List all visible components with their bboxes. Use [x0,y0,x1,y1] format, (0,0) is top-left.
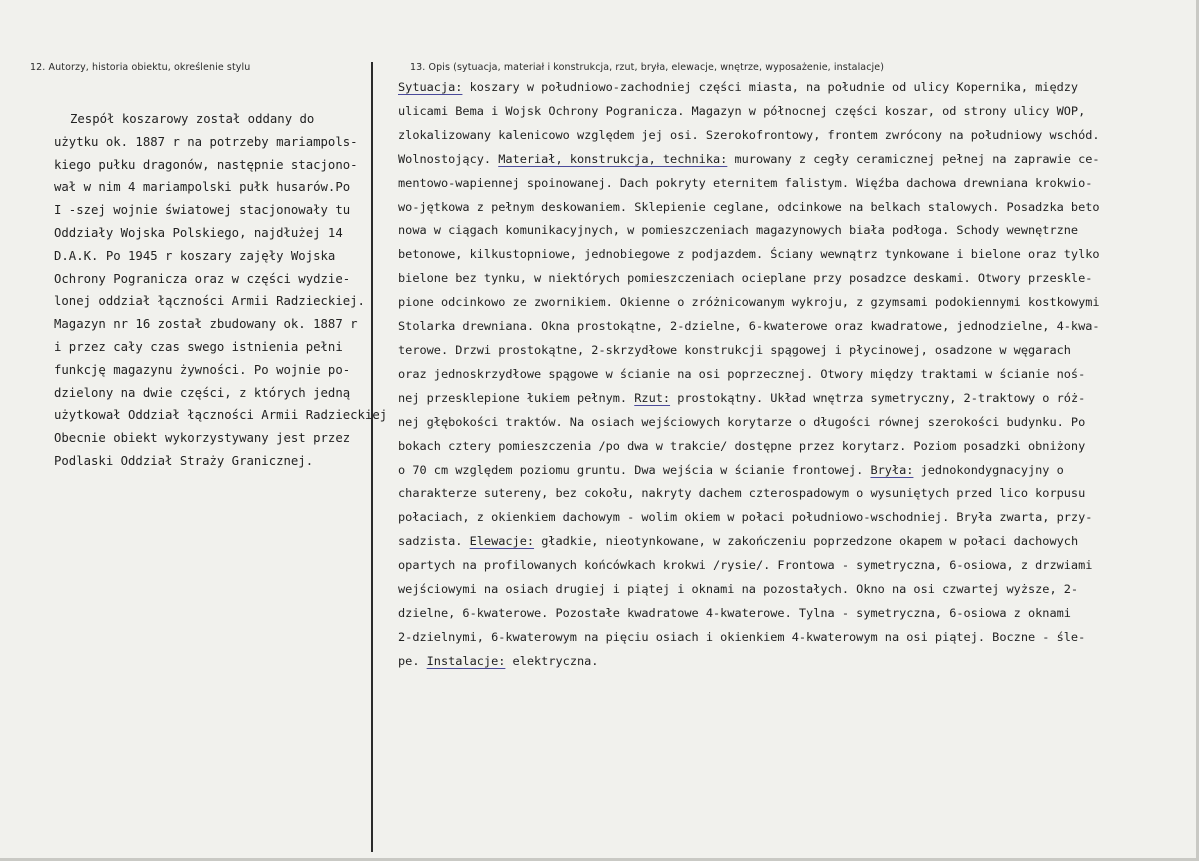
description-segment: mentowo-wapiennej spoinowanej. Dach pokryty eternitem falistym. Więźba dachowa drewniana krokwio- [398,175,1093,190]
section-heading: Bryła: [870,462,914,477]
description-segment: nej przesklepione łukiem pełnym. [398,390,635,405]
history-line: Magazyn nr 16 został zbudowany ok. 1887 r [54,317,358,332]
description-segment: nowa w ciągach komunikacyjnych, w pomieszczeniach magazynowych biała podłoga. Schody wewnętrzne [398,223,1079,238]
history-line: wał w nim 4 mariampolski pułk husarów.Po [54,180,351,195]
section-heading: Elewacje: [469,534,535,549]
description-line [398,650,1188,674]
description-segment: prostokątny. Układ wnętrza symetryczny, 2-traktowy o róż- [670,390,1086,405]
description-segment: gładkie, nieotynkowane, w zakończeniu poprzedzone okapem w połaci dachowych [534,534,1079,549]
description-line [398,387,1188,411]
description-segment: murowany z cegły ceramicznej pełnej na zaprawie ce- [727,151,1100,166]
history-line: Podlaski Oddział Straży Granicznej. [54,453,314,468]
history-line: lonej oddział łączności Armii Radzieckiej. [54,294,365,309]
history-line: użytku ok. 1887 r na potrzeby mariampols- [54,134,358,149]
history-line: użytkował Oddział łączności Armii Radzieckiej [54,408,388,423]
history-line: I -szej wojnie światowej stacjonowały tu [54,203,351,218]
description-line [398,482,1188,506]
description-segment: zlokalizowany kalenicowo względem jej osi. Szerokofrontowy, frontem zwrócony na południowy wschód. [398,127,1100,142]
history-line: Obecnie obiekt wykorzystywany jest przez [54,431,351,446]
description-line [398,172,1188,196]
description-segment: jednokondygnacyjny o [913,462,1064,477]
section-heading: Sytuacja: [398,80,463,94]
description-segment: elektryczna. [505,653,599,668]
description-line [398,291,1188,315]
section-heading: Instalacje: [426,653,506,668]
description-line [398,243,1188,267]
description-segment: sadzista. [398,534,470,549]
history-line: D.A.K. Po 1945 r koszary zajęły Wojska [54,248,336,263]
description-segment: pe. [398,653,427,668]
description-line [398,435,1188,459]
description-segment: dzielne, 6-kwaterowe. Pozostałe kwadratowe 4-kwaterowe. Tylna - symetryczna, 6-osiowa z oknami [398,605,1071,620]
description-segment: bielone bez tynku, w niektórych pomieszczeniach ocieplane przy posadzce deskami. Otwory przesklе- [398,271,1093,286]
history-line: kiego pułku dragonów, następnie stacjono- [54,157,358,172]
description-line [398,100,1188,124]
description-line [398,506,1188,530]
description-segment: ulicami Bema i Wojsk Ochrony Pogranicza. Magazyn w północnej części koszar, od strony ulicy WOP, [398,103,1086,118]
description-line [398,602,1188,626]
description-segment: Stolarka drewniana. Okna prostokątne, 2-dzielne, 6-kwaterowe oraz kwadratowe, jednodzielne, 4-kwa- [398,319,1100,334]
description-line [398,554,1188,578]
history-line: Ochrony Pogranicza oraz w części wydzie- [54,271,351,286]
description-segment: nej głębokości traktów. Na osiach wejściowych korytarze o długości równej szerokości budynku. Po [398,414,1086,429]
section-heading: Rzut: [634,390,671,405]
description-segment: koszary w południowo-zachodniej części miasta, na południe od ulicy Kopernika, między [462,80,1079,94]
history-line: dzielony na dwie części, z których jedną [54,385,351,400]
description-segment: wo-jętkowa z pełnym deskowaniem. Sklepienie ceglane, odcinkowe na belkach stalowych. Posadzka beto [398,199,1100,214]
description-line [398,459,1188,483]
description-line [398,411,1188,435]
history-line: i przez cały czas swego istnienia pełni [54,339,343,354]
history-line: Zespół koszarowy został oddany do [70,112,315,126]
description-line [398,267,1188,291]
section-13-header: 13. Opis (sytuacja, materiał i konstrukcja, rzut, bryła, elewacje, wnętrze, wyposażenie, instalacje) [410,62,885,73]
section-heading: Materiał, konstrukcja, technika: [498,151,728,166]
description-line [398,124,1188,148]
description-segment: charakterze sutereny, bez cokołu, nakryty dachem czterospadowym o wysuniętych przed lico korpusu [398,486,1086,501]
description-segment: terowe. Drzwi prostokątne, 2-skrzydłowe konstrukcji spągowej i płycinowej, osadzone w węgarach [398,342,1071,357]
description-line [398,196,1188,220]
description-line [398,339,1188,363]
description-segment: wejściowymi na osiach drugiej i piątej i oknami na pozostałych. Okno na osi czwartej wyższe, 2- [398,582,1079,597]
description-line [398,363,1188,387]
description-segment: pione odcinkowo ze zwornikiem. Okienne o zróżnicowanym wykroju, z gzymsami podokiennymi kostkowymi [398,295,1100,310]
history-line: funkcję magazynu żywności. Po wojnie po- [54,362,351,377]
description-line [398,219,1188,243]
description-segment: betonowe, kilkustopniowe, jednobiegowe z podjazdem. Ściany wewnątrz tynkowane i bielone oraz tylko [398,247,1100,262]
description-segment: opartych na profilowanych końcówkach krokwi /rysie/. Frontowa - symetryczna, 6-osiowa, z drzwiami [398,558,1093,573]
description-text [398,76,1188,674]
description-segment: bokach cztery pomieszczenia /po dwa w trakcie/ dostępne przez korytarz. Poziom posadzki obniżony [398,438,1086,453]
description-segment: o 70 cm względem poziomu gruntu. Dwa wejścia w ścianie frontowej. [398,462,871,477]
description-segment: 2-dzielnymi, 6-kwaterowym na pięciu osiach i okienkiem 4-kwaterowym na osi piątej. Boczne - śle- [398,629,1086,644]
description-line [398,76,1188,100]
description-line [398,578,1188,602]
description-segment: oraz jednoskrzydłowe spągowe w ścianie na osi poprzecznej. Otwory między traktami w ścianie noś- [398,366,1086,381]
description-line [398,530,1188,554]
section-12-header: 12. Autorzy, historia obiektu, określenie stylu [30,62,251,73]
description-line [398,315,1188,339]
history-text [54,108,390,473]
description-line [398,626,1188,650]
history-line: Oddziały Wojska Polskiego, najdłużej 14 [54,225,343,240]
description-line [398,148,1188,172]
description-segment: połaciach, z okienkiem dachowym - wolim okiem w połaci południowo-wschodniej. Bryła zwarta, przy- [398,510,1093,525]
description-segment: Wolnostojący. [398,151,499,166]
